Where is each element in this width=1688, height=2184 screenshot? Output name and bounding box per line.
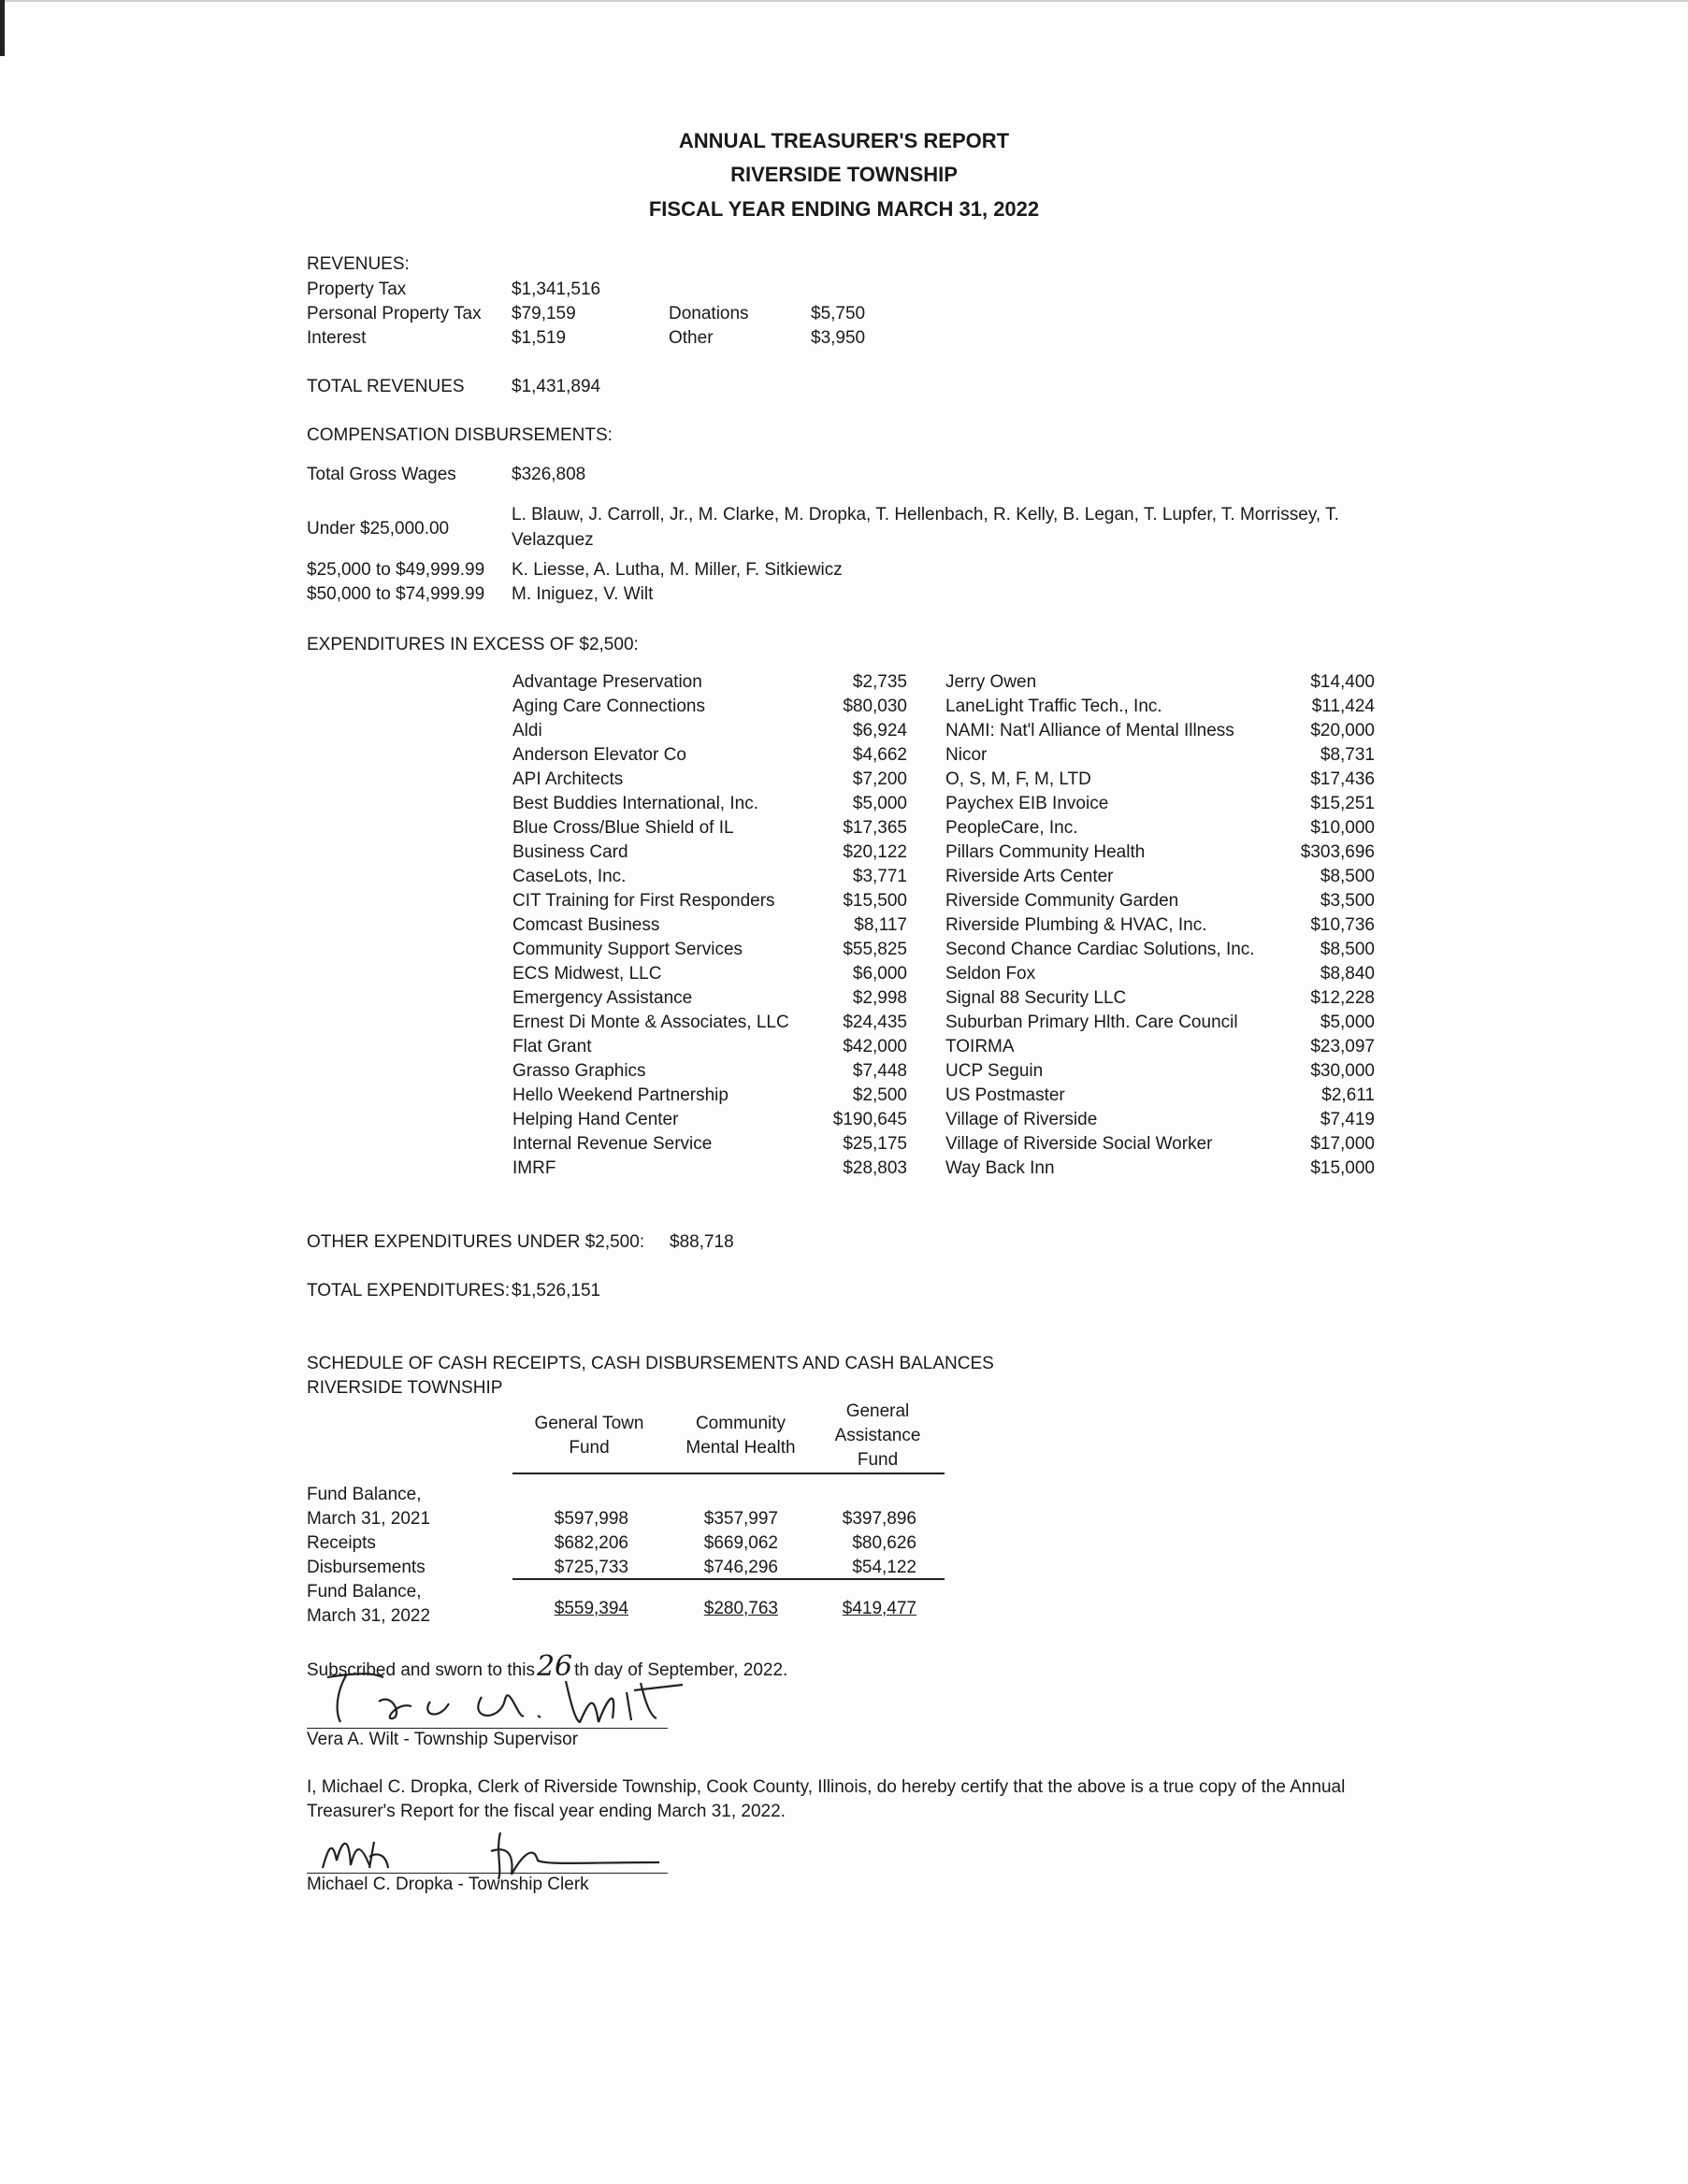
expenditure-vendor: API Architects [512,769,624,789]
expenditure-vendor: Best Buddies International, Inc. [512,794,758,813]
expenditure-amount: $20,122 [843,842,907,862]
expenditure-vendor: Anderson Elevator Co [512,745,686,765]
expenditure-vendor: Aging Care Connections [512,697,705,716]
schedule-value: $397,896 [842,1509,916,1529]
expenditure-vendor: Comcast Business [512,915,660,935]
certification-text: Treasurer's Report for the fiscal year ending March 31, 2022. [307,1802,786,1821]
other-expenditures-value: $88,718 [670,1232,734,1252]
expenditure-vendor: Village of Riverside [945,1110,1098,1129]
wage-tier-names: K. Liesse, A. Lutha, M. Miller, F. Sitkiewicz [512,560,843,580]
expenditure-vendor: Nicor [945,745,988,765]
expenditure-amount: $15,251 [1310,794,1375,813]
other-expenditures-label: OTHER EXPENDITURES UNDER $2,500: [307,1232,645,1252]
expenditure-vendor: Aldi [512,721,542,740]
revenue-value: $79,159 [512,304,576,323]
expenditure-amount: $24,435 [843,1013,907,1032]
revenue-label: Donations [669,304,749,323]
row-label: Fund Balance, [307,1485,422,1504]
expenditure-amount: $8,840 [1320,964,1375,984]
expenditure-vendor: ECS Midwest, LLC [512,964,662,984]
clerk-name: Michael C. Dropka - Township Clerk [307,1875,589,1894]
expenditure-vendor: Hello Weekend Partnership [512,1085,729,1105]
ending-balance-value: $419,477 [842,1599,916,1618]
schedule-title: SCHEDULE OF CASH RECEIPTS, CASH DISBURSEMENTS AND CASH BALANCES [307,1354,994,1373]
header-rule [512,1473,945,1474]
expenditure-vendor: Suburban Primary Hlth. Care Council [945,1013,1238,1032]
schedule-value: $746,296 [703,1558,778,1577]
expenditure-amount: $30,000 [1310,1061,1375,1081]
wage-tier-range: Under $25,000.00 [307,519,450,539]
supervisor-signature [309,1664,701,1730]
expenditure-amount: $7,419 [1320,1110,1375,1129]
expenditure-amount: $17,436 [1310,769,1375,789]
ending-balance-value: $559,394 [554,1599,628,1618]
expenditures-heading: EXPENDITURES IN EXCESS OF $2,500: [307,635,639,654]
revenues-heading: REVENUES: [307,254,410,274]
revenue-label: Interest [307,328,367,348]
ending-balance-value: $280,763 [703,1599,778,1618]
expenditure-vendor: Internal Revenue Service [512,1134,713,1154]
expenditure-amount: $15,000 [1310,1158,1375,1178]
expenditure-vendor: TOIRMA [945,1037,1015,1056]
expenditure-amount: $8,117 [854,915,907,935]
expenditure-amount: $25,175 [843,1134,907,1154]
scan-border [0,0,1688,2]
expenditure-amount: $2,611 [1321,1085,1375,1105]
expenditure-vendor: Paychex EIB Invoice [945,794,1109,813]
supervisor-name: Vera A. Wilt - Township Supervisor [307,1730,579,1749]
expenditure-amount: $8,500 [1320,940,1375,959]
expenditure-vendor: Blue Cross/Blue Shield of IL [512,818,734,838]
expenditure-amount: $2,998 [852,988,907,1008]
expenditure-amount: $23,097 [1310,1037,1375,1056]
expenditure-vendor: Community Support Services [512,940,743,959]
expenditure-vendor: Grasso Graphics [512,1061,646,1081]
fiscal-year-line: FISCAL YEAR ENDING MARCH 31, 2022 [648,197,1040,221]
expenditure-amount: $11,424 [1311,697,1375,716]
expenditure-vendor: Seldon Fox [945,964,1036,984]
total-revenues-label: TOTAL REVENUES [307,377,465,396]
schedule-value: $54,122 [852,1558,916,1577]
expenditure-vendor: Riverside Plumbing & HVAC, Inc. [945,915,1207,935]
col-header-mental-health: Community Mental Health [685,1414,796,1458]
expenditure-amount: $3,500 [1320,891,1375,911]
expenditure-amount: $55,825 [843,940,907,959]
sworn-statement: Subscribed and sworn to this26 th day of September, 2022. [307,1650,788,1683]
expenditure-vendor: CIT Training for First Responders [512,891,775,911]
expenditure-amount: $7,448 [852,1061,907,1081]
expenditure-amount: $6,000 [852,964,907,984]
expenditure-vendor: Business Card [512,842,628,862]
expenditure-vendor: Riverside Community Garden [945,891,1179,911]
schedule-value: $597,998 [554,1509,628,1529]
expenditure-amount: $3,771 [852,867,907,886]
expenditure-amount: $7,200 [852,769,907,789]
wage-tier-names: M. Iniguez, V. Wilt [512,584,654,604]
expenditure-amount: $15,500 [843,891,907,911]
expenditure-vendor: Signal 88 Security LLC [945,988,1127,1008]
expenditure-vendor: Second Chance Cardiac Solutions, Inc. [945,940,1255,959]
expenditure-vendor: Helping Hand Center [512,1110,679,1129]
row-label: Fund Balance, [307,1582,422,1602]
expenditure-amount: $10,000 [1310,818,1375,838]
expenditure-vendor: Riverside Arts Center [945,867,1114,886]
wage-tier-range: $50,000 to $74,999.99 [307,584,485,604]
expenditure-amount: $190,645 [832,1110,907,1129]
expenditure-vendor: Advantage Preservation [512,672,702,692]
expenditure-vendor: UCP Seguin [945,1061,1044,1081]
wage-tier-names: L. Blauw, J. Carroll, Jr., M. Clarke, M. Dropka, T. Hellenbach, R. Kelly, B. Legan, T. Lupfer, T. Morrissey, T. [512,505,1339,524]
expenditure-amount: $17,000 [1310,1134,1375,1154]
col-header-general-town: General Town Fund [534,1414,644,1458]
expenditure-amount: $10,736 [1310,915,1375,935]
col-header-general-assistance: General Assistance Fund [834,1401,921,1470]
row-label: March 31, 2022 [307,1606,431,1626]
expenditure-amount: $2,500 [852,1085,907,1105]
schedule-subtitle: RIVERSIDE TOWNSHIP [307,1378,503,1398]
schedule-value: $725,733 [554,1558,628,1577]
row-label: Receipts [307,1533,376,1553]
schedule-value: $357,997 [703,1509,778,1529]
row-label: Disbursements [307,1558,426,1577]
expenditure-vendor: Jerry Owen [945,672,1037,692]
expenditure-amount: $5,000 [1320,1013,1375,1032]
expenditure-vendor: US Postmaster [945,1085,1065,1105]
expenditure-amount: $5,000 [852,794,907,813]
totals-rule [512,1578,945,1580]
revenue-label: Property Tax [307,280,407,299]
expenditure-amount: $80,030 [843,697,907,716]
schedule-value: $669,062 [703,1533,778,1553]
expenditure-amount: $8,500 [1320,867,1375,886]
revenue-label: Other [669,328,714,348]
expenditure-amount: $20,000 [1310,721,1375,740]
expenditure-amount: $6,924 [852,721,907,740]
wage-tier-names: Velazquez [512,530,594,550]
expenditure-vendor: IMRF [512,1158,556,1178]
expenditure-amount: $14,400 [1310,672,1375,692]
gross-wages-label: Total Gross Wages [307,465,456,484]
expenditure-vendor: Flat Grant [512,1037,592,1056]
compensation-heading: COMPENSATION DISBURSEMENTS: [307,425,613,445]
revenue-value: $1,519 [512,328,567,348]
gross-wages-value: $326,808 [512,465,586,484]
expenditure-vendor: NAMI: Nat'l Alliance of Mental Illness [945,721,1234,740]
expenditure-vendor: PeopleCare, Inc. [945,818,1078,838]
expenditure-vendor: LaneLight Traffic Tech., Inc. [945,697,1162,716]
revenue-value: $3,950 [811,328,866,348]
clerk-signature [304,1823,678,1879]
revenue-label: Personal Property Tax [307,304,482,323]
expenditure-amount: $12,228 [1310,988,1375,1008]
expenditure-amount: $2,735 [852,672,907,692]
total-expenditures-value: $1,526,151 [512,1281,601,1300]
schedule-value: $80,626 [852,1533,916,1553]
sworn-day: 26 [536,1650,573,1683]
total-expenditures-label: TOTAL EXPENDITURES: [307,1281,511,1300]
expenditure-amount: $17,365 [843,818,907,838]
certification-text: I, Michael C. Dropka, Clerk of Riverside Township, Cook County, Illinois, do hereby certify that the above is a true copy of the Annual [307,1777,1346,1797]
expenditure-amount: $42,000 [843,1037,907,1056]
expenditure-vendor: Ernest Di Monte & Associates, LLC [512,1013,789,1032]
scan-edge-mark [0,0,5,56]
report-title: ANNUAL TREASURER'S REPORT [678,129,1010,152]
township-name: RIVERSIDE TOWNSHIP [730,163,958,186]
revenue-value: $5,750 [811,304,866,323]
expenditure-vendor: Village of Riverside Social Worker [945,1134,1213,1154]
expenditure-vendor: Emergency Assistance [512,988,693,1008]
expenditure-vendor: Pillars Community Health [945,842,1146,862]
expenditure-vendor: CaseLots, Inc. [512,867,627,886]
total-revenues-value: $1,431,894 [512,377,601,396]
revenue-value: $1,341,516 [512,280,601,299]
expenditure-amount: $303,696 [1300,842,1375,862]
expenditure-vendor: O, S, M, F, M, LTD [945,769,1091,789]
expenditure-vendor: Way Back Inn [945,1158,1055,1178]
schedule-value: $682,206 [554,1533,628,1553]
row-label: March 31, 2021 [307,1509,431,1529]
wage-tier-range: $25,000 to $49,999.99 [307,560,485,580]
expenditure-amount: $8,731 [1320,745,1375,765]
expenditure-amount: $4,662 [852,745,907,765]
expenditure-amount: $28,803 [843,1158,907,1178]
